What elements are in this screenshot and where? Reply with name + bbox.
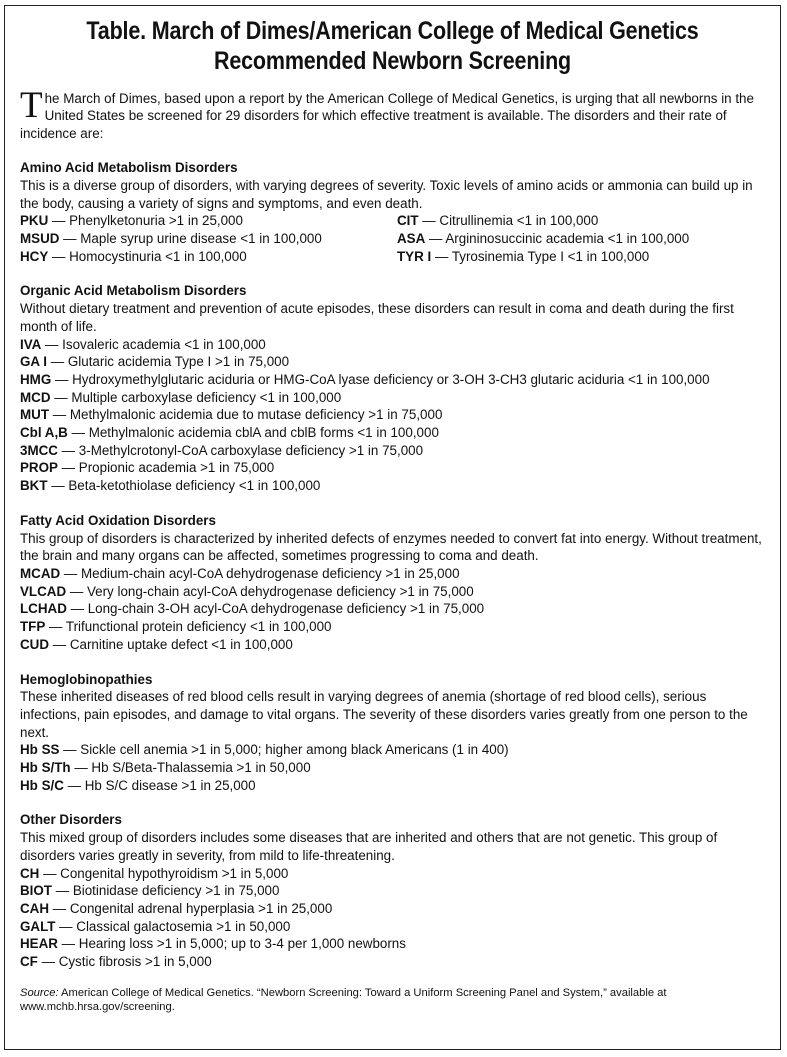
left-column [20,230,397,248]
disorder-abbr: TFP [20,619,46,635]
drop-cap: T [20,85,43,126]
disorder-item [20,424,768,442]
disorder-abbr: MUT [20,407,50,423]
disorder-row-pair [20,212,768,230]
section-heading: Fatty Acid Oxidation Disorders [20,512,216,528]
disorder-abbr: LCHAD [20,601,67,617]
disorder-abbr: GA I [20,354,48,370]
disorder-abbr: VLCAD [20,583,67,599]
left-column [20,212,397,230]
disorder-text: — Homocystinuria <1 in 100,000 [48,248,247,264]
disorder-abbr: 3MCC [20,442,58,458]
disorder-text: — Beta-ketothiolase deficiency <1 in 100,000 [47,478,321,494]
disorder-item [20,248,397,266]
disorder-abbr: BKT [20,478,48,494]
disorder-text: — Sickle cell anemia >1 in 5,000; higher among black Americans (1 in 400) [59,742,509,758]
disorder-abbr: HCY [20,248,49,264]
disorder-item [20,230,397,248]
disorder-item [20,918,768,936]
disorder-row-pair [20,248,768,266]
section [20,512,768,654]
section [20,159,768,265]
disorder-abbr: BIOT [20,883,52,899]
disorder-text: — Hb S/C disease >1 in 25,000 [63,777,256,793]
section-heading: Other Disorders [20,812,122,828]
disorder-item [397,230,768,248]
disorder-text: — Cystic fibrosis >1 in 5,000 [37,954,212,970]
right-column [397,212,768,230]
disorder-item [20,618,768,636]
disorder-text: — Methylmalonic acidemia due to mutase deficiency >1 in 75,000 [49,407,443,423]
disorder-abbr: PROP [20,460,58,476]
disorder-item [20,389,768,407]
disorder-abbr: PKU [20,213,49,229]
section [20,282,768,494]
disorder-sections [5,159,780,971]
disorder-abbr: CIT [397,213,419,229]
title-line-2: Recommended Newborn Screening [213,47,572,75]
disorder-abbr: Hb S/C [20,777,64,793]
disorder-abbr: HMG [20,371,52,387]
disorder-text: — Congenital adrenal hyperplasia >1 in 25,000 [49,900,333,916]
disorder-item [20,759,768,777]
disorder-text: — Hydroxymethylglutaric aciduria or HMG-CoA lyase deficiency or 3-OH 3-CH3 glutaric aciduria <1 in 100,000 [51,371,710,387]
disorder-item [397,248,768,266]
disorder-text: — Long-chain 3-OH acyl-CoA dehydrogenase deficiency >1 in 75,000 [66,601,485,617]
disorder-abbr: ASA [397,231,426,247]
disorder-item [397,212,768,230]
section-description: Without dietary treatment and prevention of acute episodes, these disorders can result in coma and death during the first month of life. [20,301,734,334]
disorder-text: — Congenital hypothyroidism >1 in 5,000 [39,865,289,881]
disorder-text: — Methylmalonic acidemia cblA and cblB forms <1 in 100,000 [67,425,439,441]
disorder-text: — Hb S/Beta-Thalassemia >1 in 50,000 [70,760,311,776]
disorder-abbr: Cbl A,B [20,425,68,441]
disorder-text: — Trifunctional protein deficiency <1 in 100,000 [45,619,332,635]
disorder-text: — Isovaleric academia <1 in 100,000 [41,336,266,352]
disorder-row-pair [20,230,768,248]
section [20,811,768,970]
disorder-text: — Medium-chain acyl-CoA dehydrogenase deficiency >1 in 25,000 [60,565,460,581]
disorder-item [20,741,768,759]
section-heading: Hemoglobinopathies [20,671,153,687]
section-description: This group of disorders is characterized by inherited defects of enzymes needed to convert fat into energy. Without treatment, the brain and many organs can be affected, sometimes progressing to coma and death. [20,530,762,564]
disorder-abbr: CUD [20,636,50,652]
disorder-item [20,583,768,601]
disorder-text: — Phenylketonuria >1 in 25,000 [48,213,243,229]
source-label: Source: [20,986,59,999]
source-text: American College of Medical Genetics. “Newborn Screening: Toward a Uniform Screening Panel and System,” available at www.mchb.hrsa.gov/screening. [20,986,667,1014]
disorder-item [20,900,768,918]
disorder-text: — Very long-chain acyl-CoA dehydrogenase deficiency >1 in 75,000 [66,583,474,599]
disorder-abbr: Hb SS [20,742,60,758]
disorder-item [20,935,768,953]
disorder-item [20,953,768,971]
disorder-abbr: HEAR [20,936,58,952]
disorder-text: — Propionic academia >1 in 75,000 [57,460,275,476]
disorder-abbr: MCAD [20,565,61,581]
disorder-abbr: GALT [20,918,56,934]
section-description: These inherited diseases of red blood cells result in varying degrees of anemia (shortage of red blood cells), serious infections, pain episodes, and damage to vital organs. The severity of these disorders varies greatly from one person to the next. [20,689,748,740]
disorder-abbr: CF [20,954,38,970]
left-column [20,248,397,266]
section-description: This is a diverse group of disorders, with varying degrees of severity. Toxic levels of amino acids or ammonia can build up in the body, causing a variety of signs and symptoms, and even death. [20,177,753,211]
disorder-text: — Citrullinemia <1 in 100,000 [418,213,599,229]
disorder-item [20,636,768,654]
disorder-item [20,865,768,883]
table-frame [4,5,781,1050]
section-heading: Amino Acid Metabolism Disorders [20,160,238,176]
table-title [59,16,726,76]
section-heading: Organic Acid Metabolism Disorders [20,283,247,299]
disorder-text: — Tyrosinemia Type I <1 in 100,000 [431,248,650,264]
disorder-item [20,477,768,495]
disorder-item [20,442,768,460]
intro-paragraph [20,85,758,142]
disorder-text: — Carnitine uptake defect <1 in 100,000 [49,636,293,652]
disorder-text: — Glutaric acidemia Type I >1 in 75,000 [47,354,290,370]
disorder-text: — 3-Methylcrotonyl-CoA carboxylase deficiency >1 in 75,000 [57,442,424,458]
disorder-item [20,406,768,424]
disorder-abbr: TYR I [397,248,432,264]
title-line-1: Table. March of Dimes/American College of Medical Genetics [86,17,699,45]
disorder-abbr: CAH [20,900,50,916]
disorder-item [20,336,768,354]
disorder-text: — Hearing loss >1 in 5,000; up to 3-4 per 1,000 newborns [57,936,406,952]
right-column [397,230,768,248]
disorder-item [20,459,768,477]
disorder-item [20,565,768,583]
right-column [397,248,768,266]
disorder-text: — Argininosuccinic academia <1 in 100,000 [425,231,690,247]
disorder-item [20,882,768,900]
disorder-text: — Classical galactosemia >1 in 50,000 [55,918,291,934]
section [20,671,768,795]
disorder-abbr: Hb S/Th [20,760,71,776]
source-note [20,986,768,1015]
intro-text: he March of Dimes, based upon a report by the American College of Medical Genetics, is urging that all newborns in the United States be screened for 29 disorders for which effective treatment is available. The disorders and their rate of incidence are: [20,91,754,141]
disorder-item [20,212,397,230]
disorder-item [20,353,768,371]
disorder-text: — Biotinidase deficiency >1 in 75,000 [52,883,280,899]
disorder-item [20,600,768,618]
disorder-item [20,371,768,389]
disorder-text: — Maple syrup urine disease <1 in 100,000 [59,231,322,247]
disorder-abbr: IVA [20,336,42,352]
disorder-text: — Multiple carboxylase deficiency <1 in 100,000 [50,389,342,405]
disorder-item [20,777,768,795]
disorder-abbr: MCD [20,389,51,405]
disorder-abbr: MSUD [20,231,60,247]
disorder-abbr: CH [20,865,40,881]
section-description: This mixed group of disorders includes some diseases that are inherited and others that are not genetic. This group of disorders varies greatly in severity, from mild to life-threatening. [20,830,718,863]
